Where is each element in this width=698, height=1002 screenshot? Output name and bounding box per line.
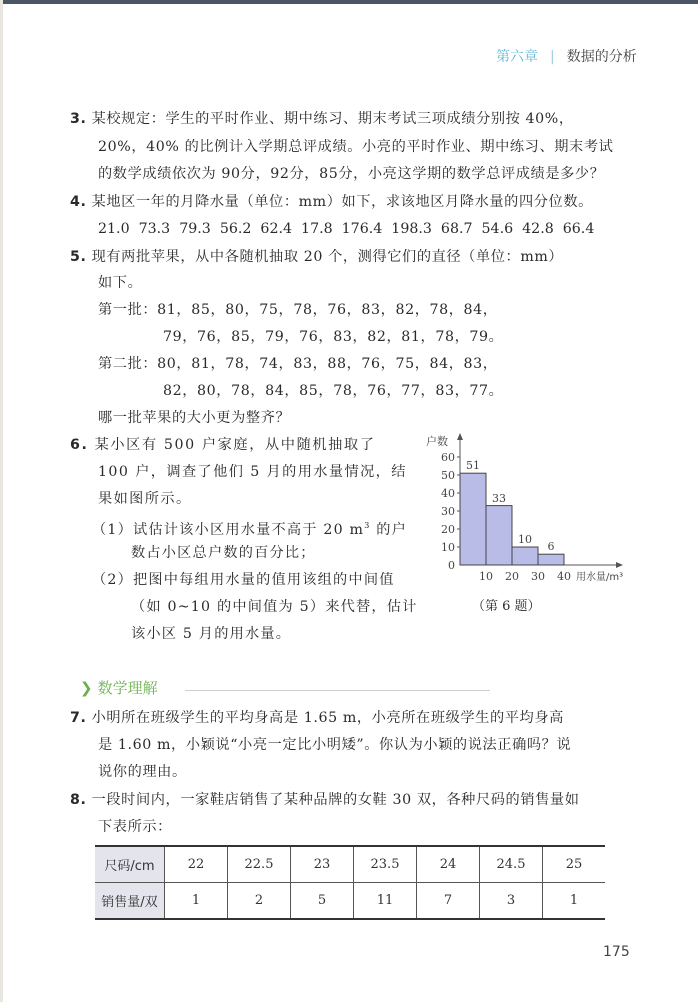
superscript: 3 [364, 521, 371, 530]
table-cell: 1 [165, 883, 228, 920]
y-tick-label: 50 [441, 469, 455, 482]
batch-2-row-2: 82，80，78，84，85，78，76，77，83，77。 [163, 383, 504, 399]
y-tick-label: 60 [441, 451, 455, 464]
running-header [496, 46, 637, 66]
table-cell: 25 [543, 846, 606, 883]
scan-top-edge [0, 0, 698, 4]
problem-3-line-3: 的数学成绩依次为 90分，92分，85分，小亮这学期的数学总评成绩是多少？ [98, 166, 605, 182]
y-axis-arrow-icon [457, 433, 463, 440]
sub-question-2-line-3: 该小区 5 月的用水量。 [131, 626, 292, 642]
sub-question-2-line-2: （如 0~10 的中间值为 5）来代替，估计 [131, 599, 418, 615]
problem-5-question: 哪一批苹果的大小更为整齐？ [98, 410, 291, 426]
y-axis-label: 户数 [426, 435, 448, 448]
problem-number: 4. [70, 194, 87, 210]
histogram-bar [486, 506, 512, 565]
batch-1-row-1 [98, 297, 498, 323]
batch-1-row-2: 79，76，85，79，76，83，82，81，78，79。 [163, 329, 504, 345]
table-cell: 24.5 [480, 846, 543, 883]
y-tick-label: 20 [441, 523, 455, 536]
problem-5 [70, 244, 563, 270]
batch-1-values: 81，85，80，75，78，76，83，82，78，84， [157, 302, 498, 318]
problem-7-line-3: 说你的理由。 [98, 764, 187, 780]
batch-2-row-1 [98, 351, 498, 377]
chevron-right-icon: ❯ [80, 678, 93, 697]
table-cell: 5 [291, 883, 354, 920]
y-tick-label: 30 [441, 505, 455, 518]
problem-3-line-2: 20%，40% 的比例计入学期总评成绩。小亮的平时作业、期中练习、期末考试 [98, 139, 614, 155]
table-cell: 7 [417, 883, 480, 920]
figure-caption: （第 6 题） [472, 599, 541, 614]
x-axis-label: 用水量/m³ [576, 572, 624, 583]
section-divider [185, 690, 490, 691]
x-tick-label: 30 [531, 570, 545, 583]
table-cell: 24 [417, 846, 480, 883]
problem-text-line: 小明所在班级学生的平均身高是 1.65 m，小亮所在班级学生的平均身高 [91, 710, 564, 726]
table-cell: 22.5 [228, 846, 291, 883]
y-tick-label: 0 [448, 559, 455, 572]
rainfall-values: 21.0 73.3 79.3 56.2 62.4 17.8 176.4 198.3 68.7 54.6 42.8 66.4 [98, 221, 595, 237]
problem-number: 5. [70, 249, 87, 265]
row-header: 尺码/cm [95, 846, 165, 883]
batch-2-label: 第二批： [98, 356, 158, 372]
header-separator: | [550, 49, 555, 65]
problem-8 [70, 787, 579, 813]
x-tick-label: 40 [557, 570, 571, 583]
shoe-sales-table [95, 845, 605, 920]
table-cell: 22 [165, 846, 228, 883]
table-row [95, 883, 605, 920]
histogram-bar [512, 547, 538, 565]
problem-7-line-2: 是 1.60 m，小颖说“小亮一定比小明矮”。你认为小颖的说法正确吗？说 [98, 737, 572, 753]
x-tick-label: 10 [479, 570, 493, 583]
problem-text-line: 某校规定：学生的平时作业、期中练习、期末考试三项成绩分别按 40%， [91, 111, 574, 127]
problem-number: 8. [70, 792, 87, 808]
chapter-label: 第六章 [496, 49, 538, 65]
batch-1-label: 第一批： [98, 302, 158, 318]
table-cell: 1 [543, 883, 606, 920]
problem-6-line-3: 果如图所示。 [98, 491, 192, 507]
row-header: 销售量/双 [95, 883, 165, 920]
scan-left-edge [0, 0, 3, 1002]
bar-value-label: 10 [518, 533, 532, 546]
sub-question-2: （2）把图中每组用水量的值用该组的中间值 [92, 572, 395, 588]
problem-6-line-2: 100 户，调查了他们 5 月的用水量情况，结 [98, 464, 407, 480]
sub-question-1-line-2: 数占小区总户数的百分比； [131, 545, 316, 561]
problem-text-line: 某地区一年的月降水量（单位：mm）如下，求该地区月降水量的四分位数。 [91, 194, 593, 210]
problem-text-line: 一段时间内，一家鞋店销售了某种品牌的女鞋 30 双，各种尺码的销售量如 [91, 792, 580, 808]
problem-text-line: 某小区有 500 户家庭，从中随机抽取了 [94, 437, 376, 453]
bar-value-label: 33 [492, 492, 506, 505]
problem-text-line: 现有两批苹果，从中各随机抽取 20 个，测得它们的直径（单位：mm） [91, 249, 564, 265]
problem-5-line-2: 如下。 [98, 275, 143, 291]
section-title: 数学理解 [97, 679, 158, 697]
y-tick-label: 40 [441, 487, 455, 500]
problem-7 [70, 705, 564, 731]
table-cell: 23 [291, 846, 354, 883]
bar-value-label: 6 [547, 540, 555, 553]
sub-question-1-text: （1）试估计该小区用水量不高于 20 m [92, 522, 365, 538]
problem-6 [70, 432, 376, 458]
sub-question-1 [92, 513, 407, 543]
bar-value-label: 51 [466, 459, 480, 472]
water-usage-histogram [420, 428, 650, 593]
x-axis-arrow-icon [616, 562, 623, 568]
x-tick-label: 20 [505, 570, 519, 583]
sub-question-1-text-end: 的户 [370, 522, 407, 538]
section-heading [80, 677, 158, 698]
problem-number: 7. [70, 710, 87, 726]
problem-8-line-2: 下表所示： [98, 819, 172, 835]
table-cell: 3 [480, 883, 543, 920]
histogram-bar [538, 554, 564, 565]
problem-4 [70, 189, 593, 215]
chapter-title: 数据的分析 [566, 49, 637, 65]
page-number: 175 [603, 944, 630, 960]
histogram-bar [460, 473, 486, 565]
table-cell: 11 [354, 883, 417, 920]
problem-number: 6. [70, 437, 89, 453]
table-cell: 2 [228, 883, 291, 920]
problem-3 [70, 106, 574, 132]
table-row [95, 846, 605, 883]
batch-2-values: 80，81，78，74，83，88，76，75，84，83， [157, 356, 498, 372]
table-cell: 23.5 [354, 846, 417, 883]
problem-number: 3. [70, 111, 87, 127]
y-tick-label: 10 [441, 541, 455, 554]
